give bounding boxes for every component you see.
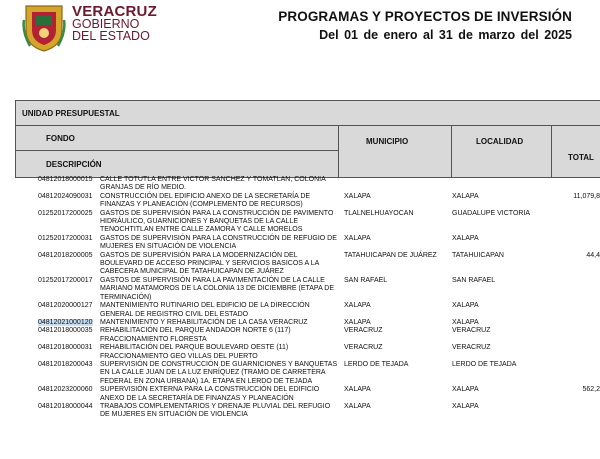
row-code: 04812018200043 (38, 360, 93, 368)
row-description: SUPERVISIÓN EXTERNA PARA LA CONSTRUCCIÓN DEL EDIFICIO ANEXO DE LA SECRETARÍA DE FINANZAS Y PLANEACIÓN (100, 386, 320, 402)
brand-line-3: DEL ESTADO (72, 29, 150, 43)
row-description: GASTOS DE SUPERVISIÓN PARA LA MODERNIZACIÓN DEL BOULEVARD DE ACCESO PRINCIPAL Y SERVICIOS BASICOS A LA CABECERA MUNICIPAL DE TATAHUICAPAN DE JUÁREZ (100, 251, 319, 276)
row-description: TRABAJOS COMPLEMENTARIOS Y DRENAJE PLUVIAL DEL REFUGIO DE MUJERES EN SITUACIÓN DE VIOLENCIA (100, 402, 331, 419)
row-description: CALLE TOTUTLA ENTRE VÍCTOR SÁNCHEZ Y TOMATLÁN, COLONIA GRANJAS DE RÍO MEDIO. (100, 176, 326, 192)
row-description: MANTENIMIENTO Y REHABILITACIÓN DE LA CASA VERACRUZ (100, 318, 308, 326)
row-total (564, 176, 600, 193)
row-localidad: LERDO DE TEJADA (452, 360, 517, 368)
header-row-fondo (16, 126, 338, 151)
row-description: REHABILITACIÓN DEL PARQUE BOULEVARD OESTE (11) FRACCIONAMIENTO GEO VILLAS DEL PUERTO (100, 344, 289, 360)
row-municipio: LERDO DE TEJADA (344, 360, 409, 368)
brand-line-2: GOBIERNO (72, 17, 140, 31)
row-municipio: VERACRUZ (344, 344, 383, 352)
table-row (38, 210, 600, 235)
header-row-unidad (16, 101, 600, 126)
row-total: 11,079,8 (573, 192, 600, 200)
row-code: 01252017200031 (38, 234, 93, 242)
row-total (564, 235, 600, 252)
row-municipio: XALAPA (344, 192, 371, 200)
row-localidad: XALAPA (452, 302, 479, 310)
row-total (564, 403, 600, 420)
row-localidad: XALAPA (452, 386, 479, 394)
row-municipio: XALAPA (344, 318, 371, 326)
row-total (564, 210, 600, 235)
table-body (38, 176, 600, 459)
row-description: MANTENIMIENTO RUTINARIO DEL EDIFICIO DE LA DIRECCIÓN GENERAL DE REGISTRO CIVIL DEL ESTADO (100, 302, 310, 318)
row-description: REHABILITACIÓN DEL PARQUE ANDADOR NORTE 6 (117) FRACCIONAMIENTO FLORESTA (100, 327, 291, 343)
row-municipio: XALAPA (344, 386, 371, 394)
report-title: PROGRAMAS Y PROYECTOS DE INVERSIÓN (278, 9, 572, 24)
column-municipio: MUNICIPIO (366, 137, 409, 146)
row-total: 562,2 (582, 386, 600, 394)
table-row (38, 386, 600, 403)
row-total (564, 277, 600, 302)
row-total (564, 302, 600, 319)
row-localidad (452, 176, 564, 193)
row-code: 04812018000035 (38, 327, 93, 335)
row-description: GASTOS DE SUPERVISIÓN PARA LA PAVIMENTACIÓN DE LA CALLE MARIANO MATAMOROS DE LA COLONIA 13 DE DICIEMBRE (ETAPA DE TERMINACIÓN) (100, 276, 335, 301)
row-description: SUPERVISIÓN DE CONSTRUCCIÓN DE GUARNICIONES Y BANQUETAS EN LA CALLE JUAN DE LA LUZ ENRÍQUEZ (TRAMO DE CARRETERA FEDERAL EN ZONA URBANA) 1A. ETAPA EN LERDO DE TEJADA (100, 360, 338, 385)
row-municipio: XALAPA (344, 234, 371, 242)
table-row (38, 193, 600, 210)
row-description: CONSTRUCCIÓN DEL EDIFICIO ANEXO DE LA SECRETARÍA DE FINANZAS Y PLANEACIÓN (COMPLEMENTO DE RECURSOS) (100, 192, 311, 209)
row-code: 04812023200060 (38, 386, 93, 394)
column-localidad: LOCALIDAD (476, 137, 524, 146)
column-divider (451, 125, 452, 177)
header-row-descripcion (16, 151, 338, 177)
table-row (38, 403, 600, 420)
row-code: 04812018000031 (38, 344, 93, 352)
brand-line-1: VERACRUZ (72, 3, 157, 20)
column-divider (551, 125, 552, 177)
column-descripcion: DESCRIPCIÓN (46, 160, 102, 169)
table-row (38, 235, 600, 252)
row-municipio: TATAHUICAPAN DE JUÁREZ (344, 251, 437, 259)
row-municipio: SAN RAFAEL (344, 276, 388, 284)
table-row (38, 176, 600, 193)
row-total (564, 319, 600, 327)
row-localidad: VERACRUZ (452, 344, 491, 352)
government-brand (72, 3, 157, 43)
row-total (564, 327, 600, 344)
column-unidad-presupuestal: UNIDAD PRESUPUESTAL (22, 109, 120, 118)
veracruz-coat-of-arms-icon (22, 2, 66, 52)
row-code: 04812018000015 (38, 176, 93, 183)
table-row (38, 252, 600, 277)
row-localidad: XALAPA (452, 318, 479, 326)
row-localidad: XALAPA (452, 402, 479, 410)
column-total: TOTAL (568, 153, 594, 162)
row-total: 44,4 (586, 251, 600, 259)
row-description: GASTOS DE SUPERVISIÓN PARA LA CONSTRUCCIÓN DE PAVIMENTO HIDRÁULICO, GUARNICIONES Y BANQUETAS DE LA CALLE TENOCHTITLAN ENTRE CALLE ZAMORA Y CALLE MORELOS (100, 209, 334, 234)
row-municipio: TLALNELHUAYOCAN (344, 209, 414, 217)
row-localidad: XALAPA (452, 234, 479, 242)
row-total (564, 361, 600, 386)
column-divider (338, 125, 339, 177)
row-localidad: GUADALUPE VICTORIA (452, 209, 531, 217)
row-code-highlighted[interactable]: 04812021000120 (38, 318, 93, 326)
report-title-block (272, 9, 572, 42)
row-localidad: VERACRUZ (452, 327, 491, 335)
report-period: Del 01 de enero al 31 de marzo del 2025 (319, 28, 572, 42)
row-code: 04812018200005 (38, 251, 93, 259)
row-code: 04812024090031 (38, 192, 93, 200)
row-code: 01252017200017 (38, 276, 93, 284)
table-header (15, 100, 600, 178)
row-municipio: XALAPA (344, 302, 371, 310)
column-fondo: FONDO (46, 134, 75, 143)
row-municipio: VERACRUZ (344, 327, 383, 335)
table-row (38, 344, 600, 361)
row-localidad: SAN RAFAEL (452, 276, 496, 284)
row-localidad: XALAPA (452, 192, 479, 200)
row-municipio: XALAPA (344, 402, 371, 410)
row-total (564, 344, 600, 361)
row-code: 01252017200025 (38, 209, 93, 217)
table-row (38, 327, 600, 344)
row-municipio (344, 176, 452, 193)
row-localidad: TATAHUICAPAN (452, 251, 504, 259)
row-code: 04812020000127 (38, 302, 93, 310)
table-row (38, 277, 600, 302)
table-row (38, 302, 600, 319)
table-row (38, 361, 600, 386)
row-description: GASTOS DE SUPERVISIÓN PARA LA CONSTRUCCIÓN DE REFUGIO DE MUJERES EN SITUACIÓN DE VIOLENCIA (100, 234, 337, 251)
row-code: 04812018000044 (38, 402, 93, 410)
